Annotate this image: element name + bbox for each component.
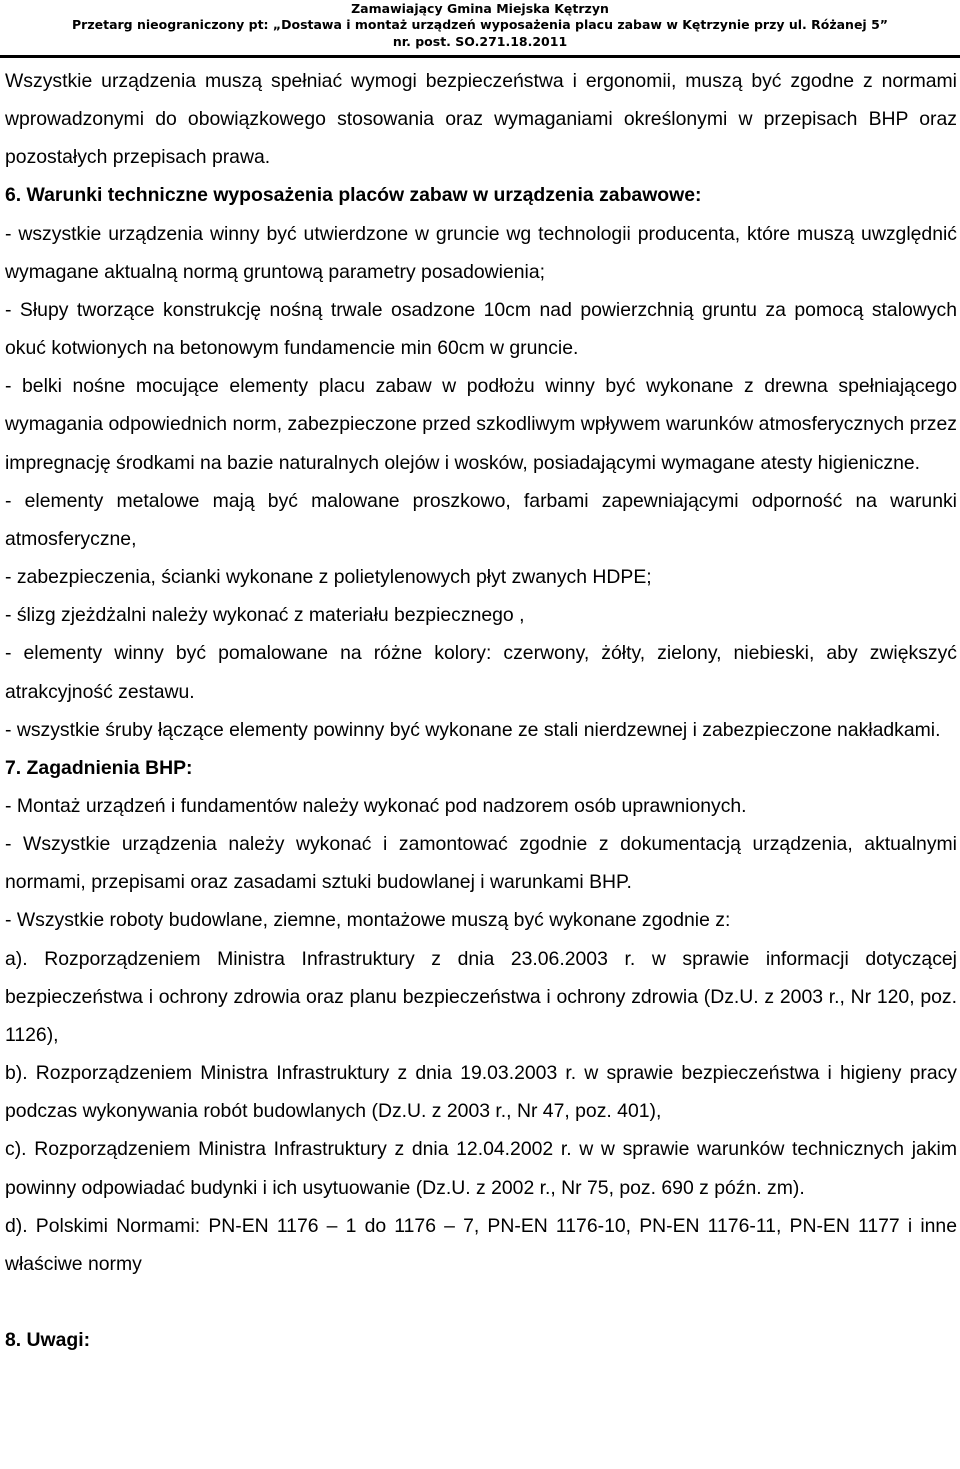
section-6-item: - wszystkie urządzenia winny być utwierdzone w gruncie wg technologii producenta, które muszą uwzględnić wymagane aktualną normą gruntową parametry posadowienia; [5,222,957,283]
regulation-item-b: b). Rozporządzeniem Ministra Infrastruktury z dnia 19.03.2003 r. w sprawie bezpieczeństwa i higieny pracy podczas wykonywania robót budowlanych (Dz.U. z 2003 r., Nr 47, poz. 401), [5,1062,957,1123]
section-7-item: - Montaż urządzeń i fundamentów należy wykonać pod nadzorem osób uprawnionych. [5,794,747,817]
section-7-item: - Wszystkie roboty budowlane, ziemne, montażowe muszą być wykonane zgodnie z: [5,909,731,932]
section-6-item: - elementy metalowe mają być malowane proszkowo, farbami zapewniającymi odporność na warunki atmosferyczne, [5,489,957,550]
section-6-item: - Słupy tworzące konstrukcję nośną trwale osadzone 10cm nad powierzchnią gruntu za pomocą stalowych okuć kotwionych na betonowym fundamencie min 60cm w gruncie. [5,298,957,360]
regulation-item-c: c). Rozporządzeniem Ministra Infrastruktury z dnia 12.04.2002 r. w w sprawie warunków technicznych jakim powinny odpowiadać budynki i ich usytuowanie (Dz.U. z 2002 r., Nr 75, poz. 690 z późn. zm). [5,1138,957,1199]
header-reference-number: nr. post. SO.271.18.2011 [392,34,568,49]
blank-line [5,1283,957,1321]
header-tender-title: Przetarg nieograniczony pt: „Dostawa i montaż urządzeń wyposażenia placu zabaw w Kętrzynie przy ul. Różanej 5” [72,17,888,32]
section-6-item: - wszystkie śruby łączące elementy powinny być wykonane ze stali nierdzewnej i zabezpieczone nakładkami. [5,718,941,741]
section-6-item: - ślizg zjeżdżalni należy wykonać z materiału bezpiecznego , [5,604,525,627]
page-header [0,0,960,52]
intro-paragraph: Wszystkie urządzenia muszą spełniać wymogi bezpieczeństwa i ergonomii, muszą być zgodne z normami wprowadzonymi do obowiązkowego stosowania oraz wymaganiami określonymi w przepisach BHP oraz pozostałych przepisach prawa. [5,70,957,169]
regulation-item-d: d). Polskimi Normami: PN-EN 1176 – 1 do 1176 – 7, PN-EN 1176-10, PN-EN 1176-11, PN-EN 1177 i inne właściwe normy [5,1214,957,1275]
section-6-item: - zabezpieczenia, ścianki wykonane z polietylenowych płyt zwanych HDPE; [5,566,652,589]
regulation-item-a: a). Rozporządzeniem Ministra Infrastruktury z dnia 23.06.2003 r. w sprawie informacji dotyczącej bezpieczeństwa i ochrony zdrowia oraz planu bezpieczeństwa i ochrony zdrowia (Dz.U. z 2003 r., Nr 120, poz. 1126), [5,947,957,1046]
header-contracting-authority: Zamawiający Gmina Miejska Kętrzyn [351,1,609,16]
section-6-heading: 6. Warunki techniczne wyposażenia placów zabaw w urządzenia zabawowe: [5,184,702,207]
section-6-item: - belki nośne mocujące elementy placu zabaw w podłożu winny być wykonane z drewna spełniającego wymagania odpowiednich norm, zabezpieczone przed szkodliwym wpływem warunków atmosferycznych przez impregnację środkami na bazie naturalnych olejów i wosków, posiadającymi wymagane atesty higieniczne. [5,375,957,474]
section-7-item: - Wszystkie urządzenia należy wykonać i zamontować zgodnie z dokumentacją urządzenia, aktualnymi normami, przepisami oraz zasadami sztuki budowlanej i warunkami BHP. [5,833,957,894]
section-7-heading: 7. Zagadnienia BHP: [5,756,193,779]
section-8-heading: 8. Uwagi: [5,1329,91,1352]
section-6-item: - elementy winny być pomalowane na różne kolory: czerwony, żółty, zielony, niebieski, aby zwiększyć atrakcyjność zestawu. [5,642,957,703]
document-body [5,62,957,1359]
header-divider [0,55,960,58]
